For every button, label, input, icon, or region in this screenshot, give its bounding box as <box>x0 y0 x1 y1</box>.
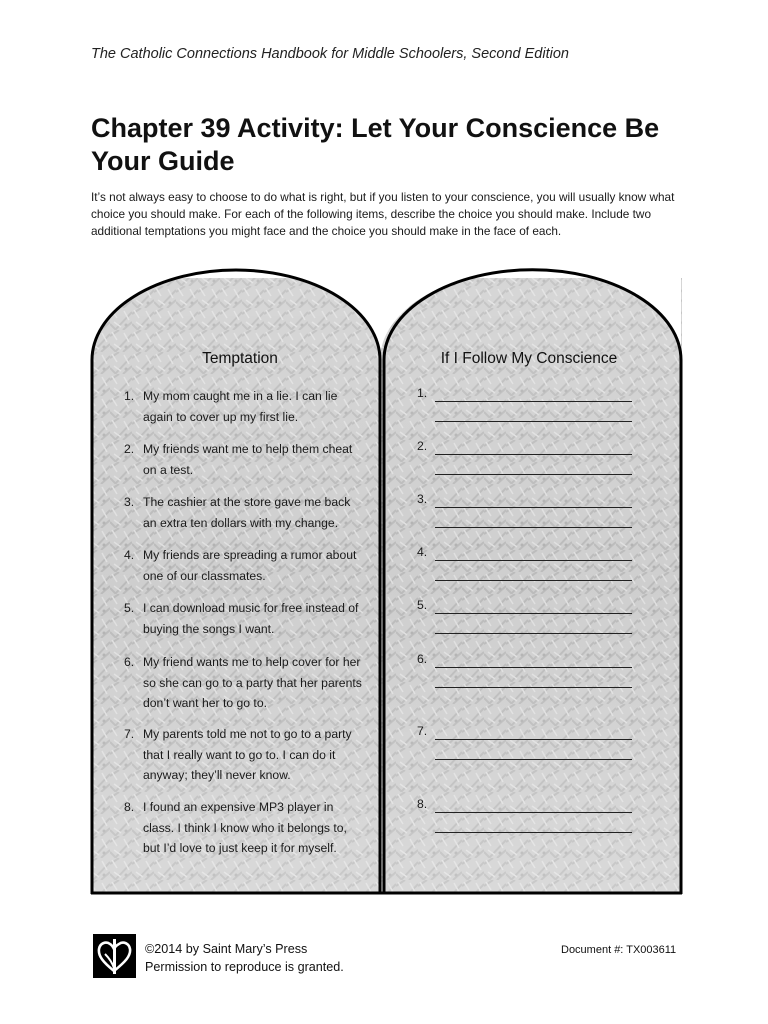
book-title: The Catholic Connections Handbook for Middle Schoolers, Second Edition <box>91 46 569 62</box>
answer-number: 1. <box>417 386 428 400</box>
temptation-item <box>124 386 364 427</box>
answer-line[interactable] <box>435 759 632 760</box>
answer-lines[interactable] <box>417 797 632 845</box>
answer-lines[interactable] <box>417 652 632 700</box>
temptation-item <box>124 724 364 786</box>
item-number: 4. <box>124 548 135 562</box>
answer-lines[interactable] <box>417 492 632 540</box>
answer-number: 5. <box>417 598 428 612</box>
answer-line[interactable] <box>435 633 632 634</box>
item-text: My friends want me to help them cheat on a test. <box>143 442 353 477</box>
temptation-item <box>124 439 364 480</box>
item-number: 2. <box>124 442 135 456</box>
answer-lines[interactable] <box>417 386 632 434</box>
answer-line[interactable] <box>435 507 632 508</box>
item-text: My friend wants me to help cover for her so she can go to a party that her parents don’t want her to go to. <box>143 655 362 710</box>
answer-lines[interactable] <box>417 724 632 772</box>
item-number: 7. <box>124 727 135 741</box>
copyright-block <box>145 940 344 976</box>
item-number: 5. <box>124 601 135 615</box>
answer-line[interactable] <box>435 474 632 475</box>
answer-lines[interactable] <box>417 439 632 487</box>
temptation-item <box>124 598 364 639</box>
answer-line[interactable] <box>435 401 632 402</box>
answer-line[interactable] <box>435 560 632 561</box>
temptation-item <box>124 652 364 714</box>
item-number: 1. <box>124 389 135 403</box>
item-text: I found an expensive MP3 player in class. I think I know who it belongs to, but I’d love to just keep it for myself. <box>143 800 347 855</box>
temptation-item <box>124 492 364 533</box>
copyright-text: ©2014 by Saint Mary’s Press <box>145 942 308 956</box>
answer-line[interactable] <box>435 421 632 422</box>
answer-line[interactable] <box>435 687 632 688</box>
item-number: 8. <box>124 800 135 814</box>
document-number: Document #: TX003611 <box>561 944 677 956</box>
answer-number: 4. <box>417 545 428 559</box>
chapter-title: Chapter 39 Activity: Let Your Conscience Be Your Guide <box>91 113 660 176</box>
answer-lines[interactable] <box>417 545 632 593</box>
answer-number: 6. <box>417 652 428 666</box>
temptation-item <box>124 797 364 859</box>
permission-text: Permission to reproduce is granted. <box>145 960 344 974</box>
answer-number: 7. <box>417 724 428 738</box>
item-text: My parents told me not to go to a party that I really want to go to. I can do it anyway; they’ll never know. <box>143 727 352 782</box>
intro-paragraph: It’s not always easy to choose to do what is right, but if you listen to your conscience, you will usually know what choice you should make. For each of the following items, describe the choice you should make. Include two additional temptations you might face and the choice you should make in the face of each. <box>91 190 675 239</box>
answer-line[interactable] <box>435 667 632 668</box>
publisher-logo-icon <box>93 934 136 978</box>
item-number: 6. <box>124 655 135 669</box>
item-text: I can download music for free instead of buying the songs I want. <box>143 601 359 636</box>
temptation-heading: Temptation <box>202 350 278 367</box>
answer-number: 3. <box>417 492 428 506</box>
item-text: The cashier at the store gave me back an extra ten dollars with my change. <box>143 495 351 530</box>
answer-line[interactable] <box>435 527 632 528</box>
answer-line[interactable] <box>435 832 632 833</box>
answer-line[interactable] <box>435 580 632 581</box>
answer-line[interactable] <box>435 812 632 813</box>
answer-number: 8. <box>417 797 428 811</box>
answer-line[interactable] <box>435 454 632 455</box>
item-text: My mom caught me in a lie. I can lie again to cover up my first lie. <box>143 389 338 424</box>
item-text: My friends are spreading a rumor about one of our classmates. <box>143 548 357 583</box>
answer-number: 2. <box>417 439 428 453</box>
answer-line[interactable] <box>435 739 632 740</box>
answer-lines[interactable] <box>417 598 632 646</box>
item-number: 3. <box>124 495 135 509</box>
conscience-heading: If I Follow My Conscience <box>440 350 618 367</box>
temptation-item <box>124 545 364 586</box>
answer-line[interactable] <box>435 613 632 614</box>
